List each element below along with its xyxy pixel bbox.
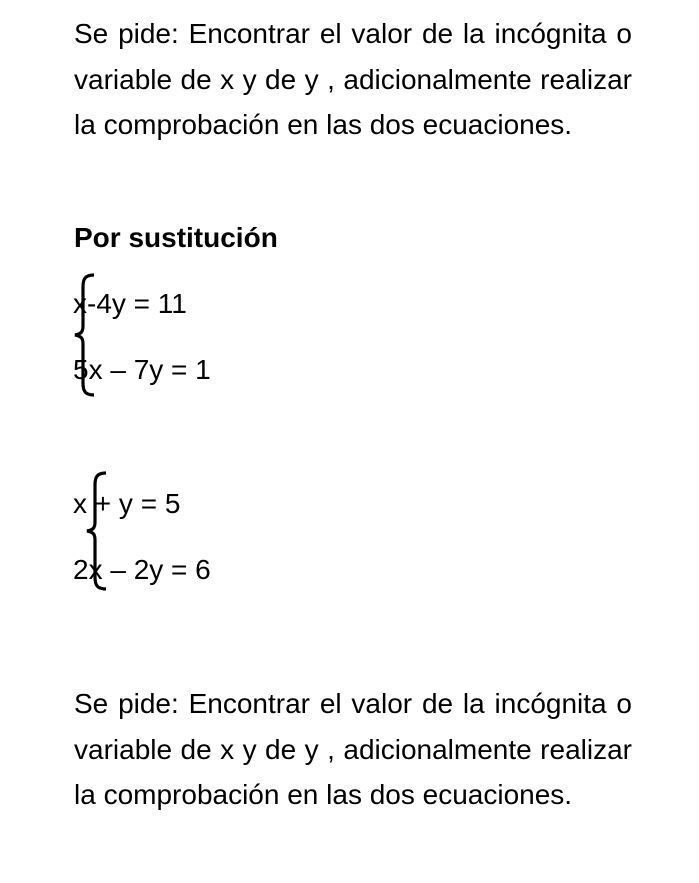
system-1-equation-2: 5x – 7y = 1 [73,354,211,385]
instruction-paragraph: Se pide: Encontrar el valor de la incógnita o variable de x y de y , adicionalmente realizar la comprobación en las dos ecuaciones. [74,18,632,140]
left-curly-brace-icon [72,272,98,398]
system-1-equation-1: x-4y = 11 [73,288,187,319]
instruction-paragraph-repeat: Se pide: Encontrar el valor de la incógnita o variable de x y de y , adicionalmente realizar la comprobación en las dos ecuaciones. [74,688,632,810]
system-2-equation-2: 2x – 2y = 6 [73,554,211,585]
method-heading: Por sustitución [74,222,278,253]
system-2-equation-1: x + y = 5 [73,488,181,519]
left-curly-brace-icon [84,470,110,592]
